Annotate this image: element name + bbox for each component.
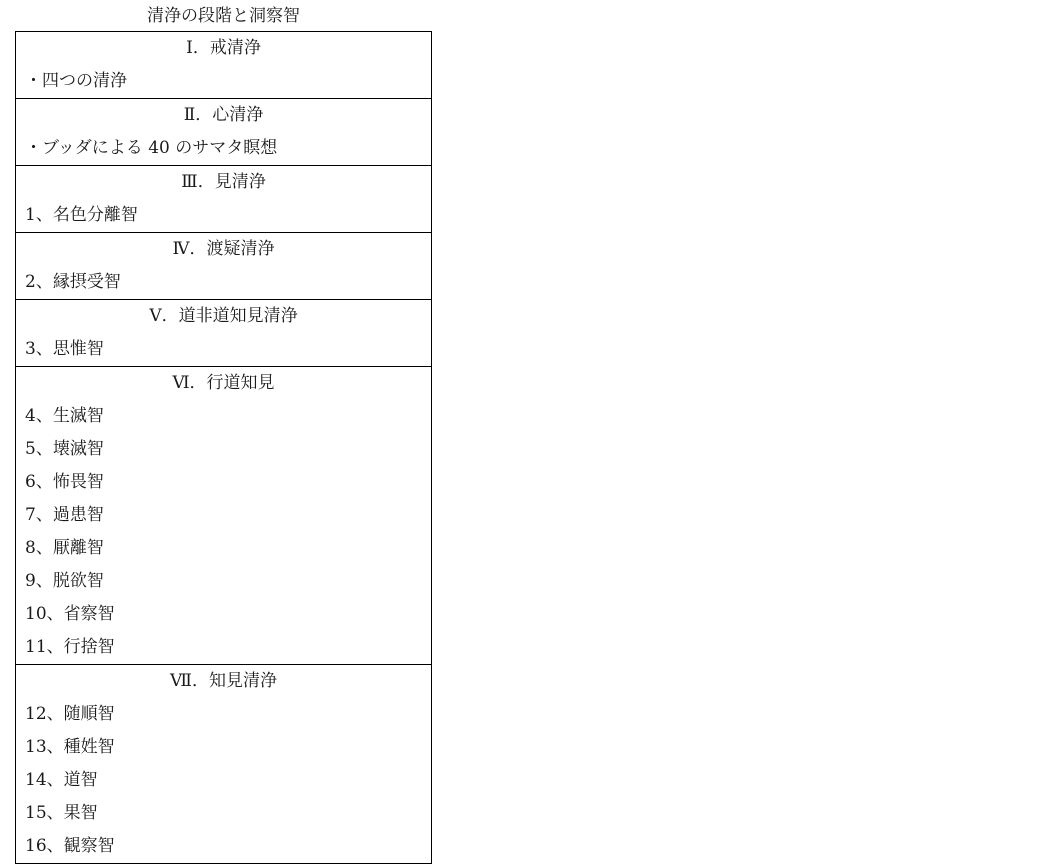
section-6 [16,366,431,664]
list-item: 15、果智 [25,803,98,823]
section-header: Ⅲ．見清浄 [181,172,266,192]
list-item: 4、生滅智 [25,406,104,426]
list-item: 9、脱欲智 [25,571,104,591]
list-item: 8、厭離智 [25,538,104,558]
list-item: ・ブッダによる 40 のサマタ瞑想 [25,138,278,158]
list-item: 5、壊滅智 [25,439,104,459]
section-header: Ⅴ．道非道知見清浄 [149,306,298,326]
section-2 [16,98,431,165]
list-item: ・四つの清浄 [25,71,127,91]
list-item: 3、思惟智 [25,339,104,359]
list-item: 14、道智 [25,770,98,790]
section-header: Ⅱ．心清浄 [183,105,264,125]
list-item: 12、随順智 [25,704,115,724]
list-item: 7、過患智 [25,505,104,525]
section-3 [16,165,431,232]
section-header: Ⅶ．知見清浄 [170,671,277,691]
section-4 [16,232,431,299]
list-item: 10、省察智 [25,604,115,624]
purification-stages-table [15,31,432,864]
document-title: 清浄の段階と洞察智 [147,6,300,26]
list-item: 16、観察智 [25,836,115,856]
section-5 [16,299,431,366]
list-item: 6、怖畏智 [25,472,104,492]
section-header: Ⅵ．行道知見 [172,373,275,393]
list-item: 13、種姓智 [25,737,115,757]
section-1 [16,32,431,98]
list-item: 11、行捨智 [25,637,115,657]
section-header: Ⅳ．渡疑清浄 [172,239,275,259]
list-item: 2、縁摂受智 [25,272,121,292]
section-7 [16,664,431,863]
section-header: Ⅰ．戒清浄 [186,38,261,58]
list-item: 1、名色分離智 [25,205,138,225]
